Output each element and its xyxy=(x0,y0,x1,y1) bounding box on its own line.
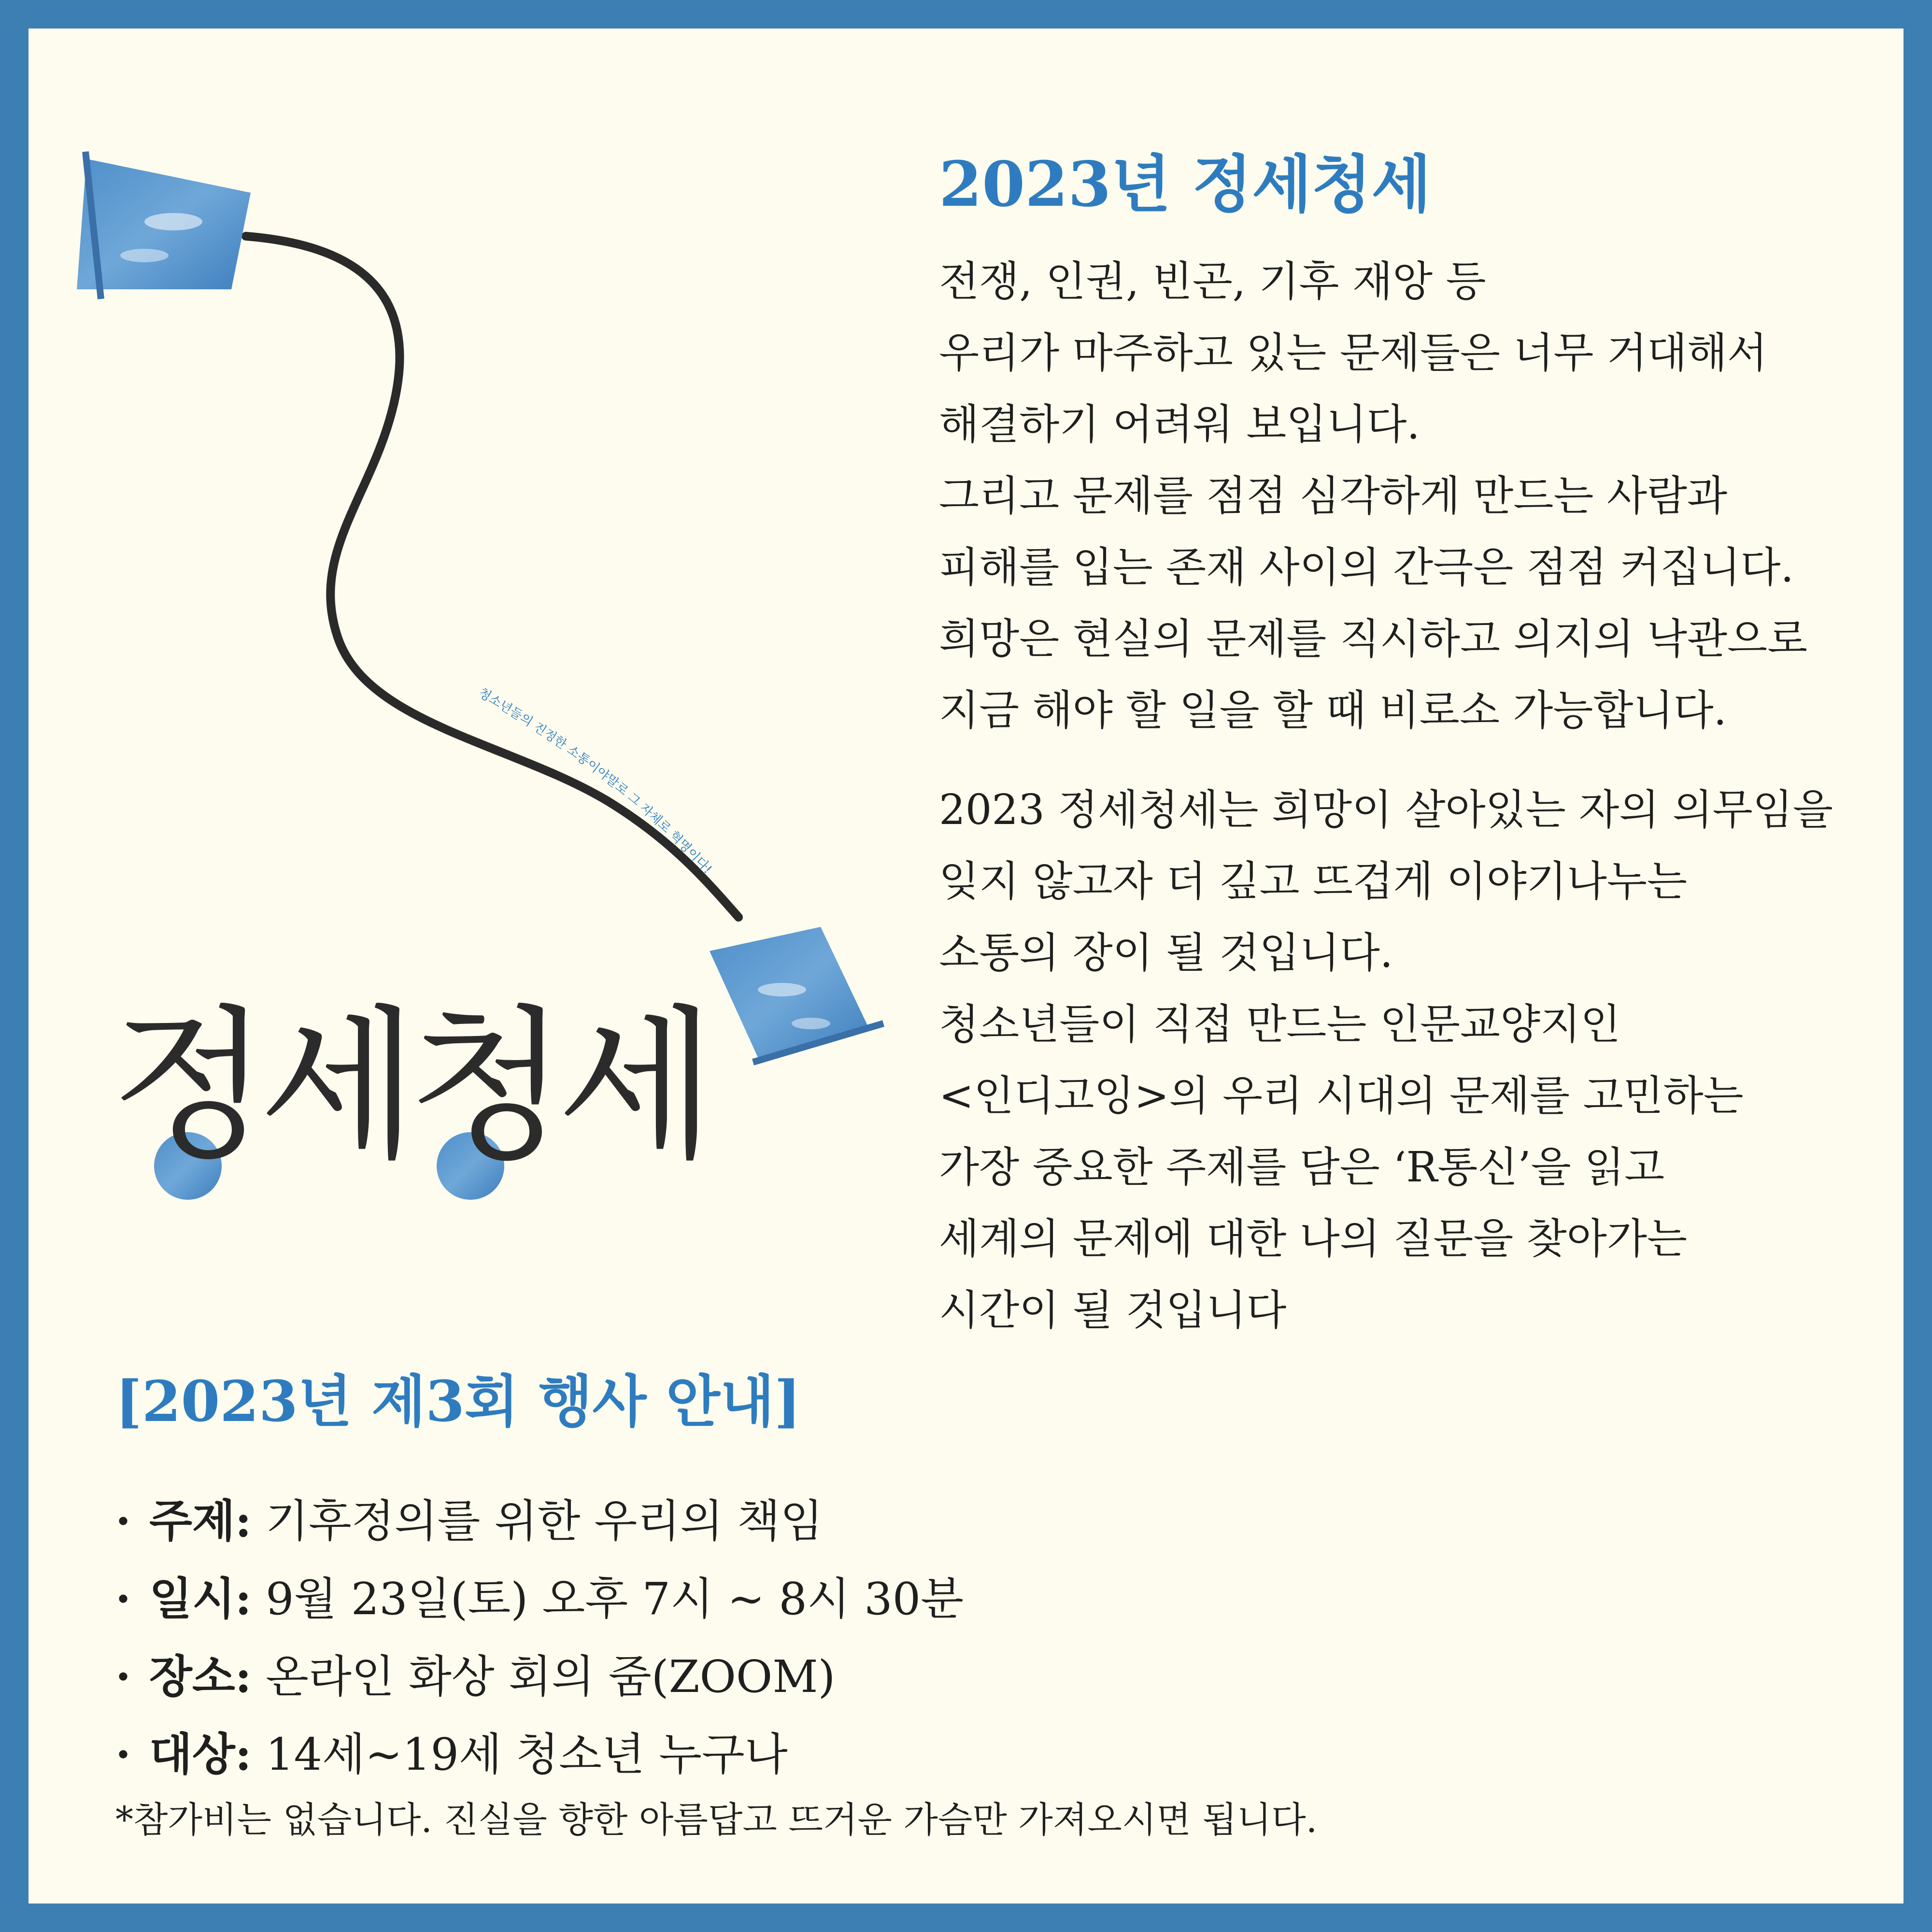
event-date-label: 일시: xyxy=(149,1573,252,1625)
intro-line: 2023 정세청세는 희망이 살아있는 자의 의무임을 xyxy=(939,786,1833,834)
event-topic-label: 주제: xyxy=(149,1495,252,1547)
bullet: · xyxy=(115,1573,131,1625)
intro-line: 세계의 문제에 대한 나의 질문을 찾아가는 xyxy=(939,1215,1687,1263)
event-place-value: 온라인 화상 회의 줌(ZOOM) xyxy=(265,1651,836,1703)
top-cup-icon xyxy=(77,152,251,299)
intro-paragraph-2 xyxy=(939,774,1857,1346)
intro-line: 가장 중요한 주제를 담은 ‘R통신’을 읽고 xyxy=(939,1143,1665,1192)
poster-frame xyxy=(28,28,1904,1904)
intro-line: 그리고 문제를 점점 심각하게 만드는 사람과 xyxy=(939,472,1728,520)
event-audience-row xyxy=(115,1716,964,1793)
intro-line: 소통의 장이 될 것입니다. xyxy=(939,929,1393,977)
intro-body xyxy=(939,246,1857,1346)
tagline-text: 청소년들의 진정한 소통이야말로 그 자체로 혁명이다! xyxy=(476,685,715,877)
event-place-row xyxy=(115,1638,964,1716)
intro-line: 우리가 마주하고 있는 문제들은 너무 거대해서 xyxy=(939,329,1768,377)
intro-line: 희망은 현실의 문제를 직시하고 의지의 낙관으로 xyxy=(939,615,1808,663)
intro-line: 청소년들이 직접 만드는 인문교양지인 xyxy=(939,1000,1621,1049)
event-audience-label: 대상: xyxy=(149,1728,252,1780)
intro-paragraph-1 xyxy=(939,246,1857,746)
logo-title: 정세청세 xyxy=(111,991,707,1182)
intro-line: 지금 해야 할 일을 할 때 비로소 가능합니다. xyxy=(939,686,1727,735)
intro-line: 피해를 입는 존재 사이의 간극은 점점 커집니다. xyxy=(939,543,1794,592)
event-audience-value: 14세~19세 청소년 누구나 xyxy=(265,1729,788,1780)
event-date-row xyxy=(115,1560,964,1638)
intro-line: <인디고잉>의 우리 시대의 문제를 고민하는 xyxy=(939,1072,1744,1120)
bullet: · xyxy=(115,1728,131,1780)
intro-line: 잊지 않고자 더 깊고 뜨겁게 이야기나누는 xyxy=(939,857,1687,906)
event-date-value: 9월 23일(토) 오후 7시 ~ 8시 30분 xyxy=(265,1573,964,1625)
event-place-label: 장소: xyxy=(149,1650,252,1703)
intro-line: 해결하기 어려워 보입니다. xyxy=(939,400,1420,449)
event-title: [2023년 제3회 행사 안내] xyxy=(115,1369,801,1435)
intro-line: 시간이 될 것입니다 xyxy=(939,1286,1287,1335)
bottom-cup-icon xyxy=(710,927,883,1062)
fee-note: *참가비는 없습니다. 진실을 향한 아름답고 뜨거운 가슴만 가져오시면 됩니다. xyxy=(115,1799,1318,1841)
event-topic-row xyxy=(115,1482,964,1560)
intro-title: 2023년 정세청세 xyxy=(939,148,1432,221)
bullet: · xyxy=(115,1650,131,1703)
event-details xyxy=(115,1482,964,1793)
intro-line: 전쟁, 인권, 빈곤, 기후 재앙 등 xyxy=(939,257,1486,306)
event-topic-value: 기후정의를 위한 우리의 책임 xyxy=(265,1495,824,1547)
string-line xyxy=(246,236,739,917)
bullet: · xyxy=(115,1495,131,1547)
